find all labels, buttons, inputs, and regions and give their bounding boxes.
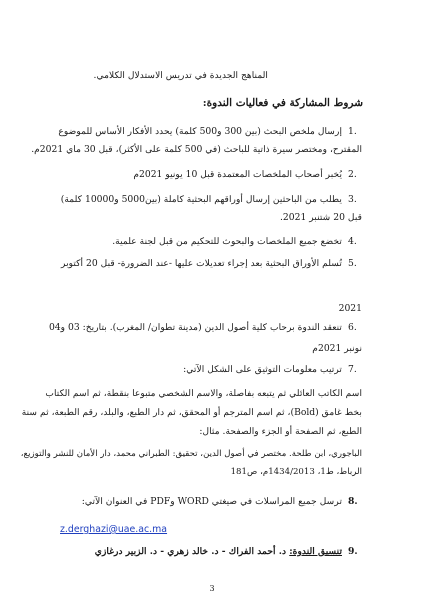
item-8-number: 8. (348, 496, 358, 507)
item-6-line-2: نونبر 2021م (312, 343, 362, 354)
item-2-line-1: يُخبر أصحاب الملخصات المعتمدة قبل 10 يونيو 2021م (133, 169, 342, 180)
item-7-number: 7. (348, 364, 357, 375)
item-4-number: 4. (348, 236, 357, 247)
item-8-line: ترسل جميع المراسلات في صيغتي WORD وPDF في العنوان الآتي: (81, 496, 342, 507)
item-5-line-1: تُسلم الأوراق البحثية بعد إجراء تعديلات عليها -عند الضرورة- قبل 20 أكتوبر (61, 258, 342, 269)
coordinator-names: د. أحمد الفراك - د. خالد زهري - د. الزبير درغازي (94, 546, 290, 557)
item-1-number: 1. (348, 126, 357, 137)
section-heading: شروط المشاركة في فعاليات الندوة: (202, 97, 363, 109)
item-5-line-2: 2021 (338, 303, 362, 314)
citation-line-3: الطبع، ثم الصفحة أو الجزء والصفحة. مثال: (199, 426, 362, 437)
contact-email-link[interactable]: z.derghazi@uae.ac.ma (60, 524, 168, 535)
item-9-number: 9. (348, 546, 358, 557)
citation-line-1: اسم الكاتب العائلي ثم يتبعه بفاصلة، والاسم الشخصي متبوعا بنقطة، ثم اسم الكتاب (45, 388, 362, 399)
item-6-number: 6. (348, 322, 357, 333)
item-9-line (95, 546, 342, 558)
intro-line: المناهج الجديدة في تدريس الاستدلال الكلامي. (93, 70, 268, 81)
example-line-2: الرباط، ط1، 1434/2013م، ص181 (230, 467, 362, 477)
citation-line-2: بخط غامق (Bold)، ثم اسم المترجم أو المحقق، ثم دار الطبع، والبلد، رقم الطبعة، ثم سنة (21, 407, 362, 418)
coordination-label: تنسيق الندوة: (289, 546, 342, 557)
page-number: 3 (209, 584, 215, 593)
item-3-number: 3. (348, 194, 357, 205)
item-7-line-1: ترتيب معلومات التوثيق على الشكل الآتي: (183, 364, 342, 375)
item-3-line-2: قبل 20 شتنبر 2021. (280, 212, 362, 223)
item-1-line-2: المقترح، ومختصر سيرة ذاتية للباحث (في 500 كلمة على الأكثر)، قبل 30 ماي 2021م. (31, 144, 362, 155)
item-2-number: 2. (348, 169, 357, 180)
example-line-1: الباجوري، ابن طلحة. مختصر في أصول الدين، تحقيق: الطبراني محمد، دار الأمان للنشر والتوزيع، (20, 449, 362, 459)
item-6-line-1: تنعقد الندوة برحاب كلية أصول الدين (مدينة تطوان/ المغرب). بتاريخ: 03 و04 (48, 322, 342, 333)
item-1-line-1: إرسال ملخص البحث (بين 300 و500 كلمة) يحدد الأفكار الأساس للموضوع (58, 126, 342, 137)
item-5-number: 5. (348, 258, 357, 269)
item-4-line-1: تخضع جميع الملخصات والبحوث للتحكيم من قبل لجنة علمية. (112, 236, 342, 247)
item-3-line-1: يطلب من الباحثين إرسال أوراقهم البحثية كاملة (بين5000 و10000 كلمة) (60, 194, 342, 205)
